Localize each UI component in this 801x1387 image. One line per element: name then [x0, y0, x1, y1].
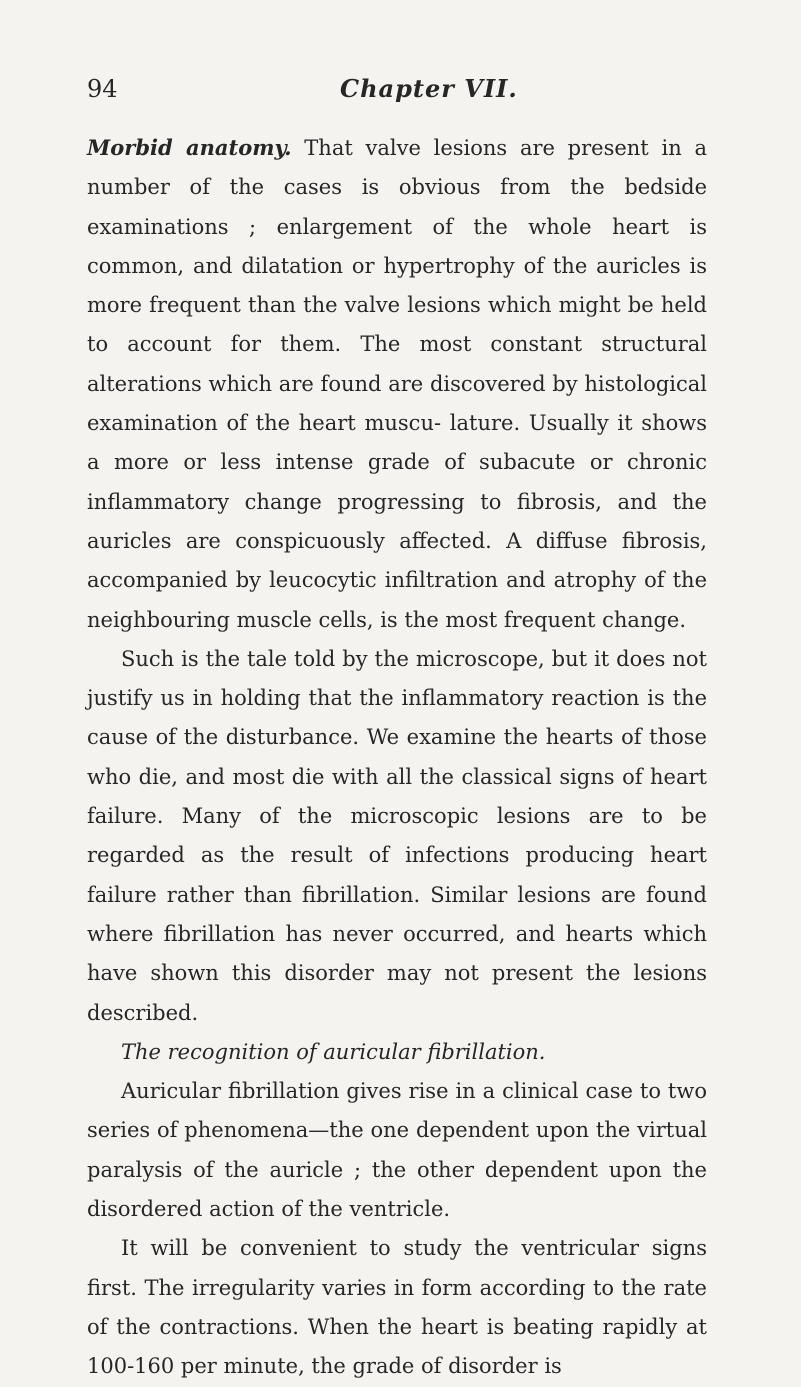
paragraph-ventricular-signs: It will be convenient to study the ventricular signs first. The irregularity varies in form according to the rate of the contractions. When the heart is beating rapidly at 100-160 per minute, the grade of disorder is: [87, 1236, 707, 1379]
section-heading: The recognition of auricular fibrillation.: [121, 1039, 546, 1064]
paragraph-body: That valve lesions are present in a number of the cases is obvious from the bedside examinations ; enlargement of the whole heart is common, and dilatation or hypertrophy of the auricles is more frequent than the valve lesions which might be held to account for them. The most constant structural alterations which are found are discovered by histological examination of the heart muscu- lature. Usually it shows a more or less intense grade of subacute or chronic inflammatory change progressing to fibrosis, and the auricles are conspicuously affected. A diffuse fibrosis, accompanied by leucocytic infiltration and atrophy of the neighbouring muscle cells, is the most frequent change.: [87, 136, 707, 632]
body-text: [87, 128, 707, 1387]
paragraph-morbid-anatomy: [87, 128, 707, 640]
paragraph-microscope: Such is the tale told by the microscope, but it does not justify us in holding that the inflammatory reaction is the cause of the disturbance. We examine the hearts of those who die, and most die with all the classical signs of heart failure. Many of the microscopic lesions are to be regarded as the result of infections producing heart failure rather than fibrillation. Similar lesions are found where fibrillation has never occurred, and hearts which have shown this disorder may not present the lesions described.: [87, 646, 707, 1025]
paragraph-phenomena: Auricular fibrillation gives rise in a clinical case to two series of phenomena—the one dependent upon the virtual paralysis of the auricle ; the other dependent upon the disordered action of the ventricle.: [87, 1079, 707, 1222]
page-number: 94: [87, 75, 118, 103]
running-head: Chapter VII.: [340, 74, 518, 103]
page-header: [0, 74, 801, 114]
paragraph-lead: Morbid anatomy.: [87, 135, 292, 160]
